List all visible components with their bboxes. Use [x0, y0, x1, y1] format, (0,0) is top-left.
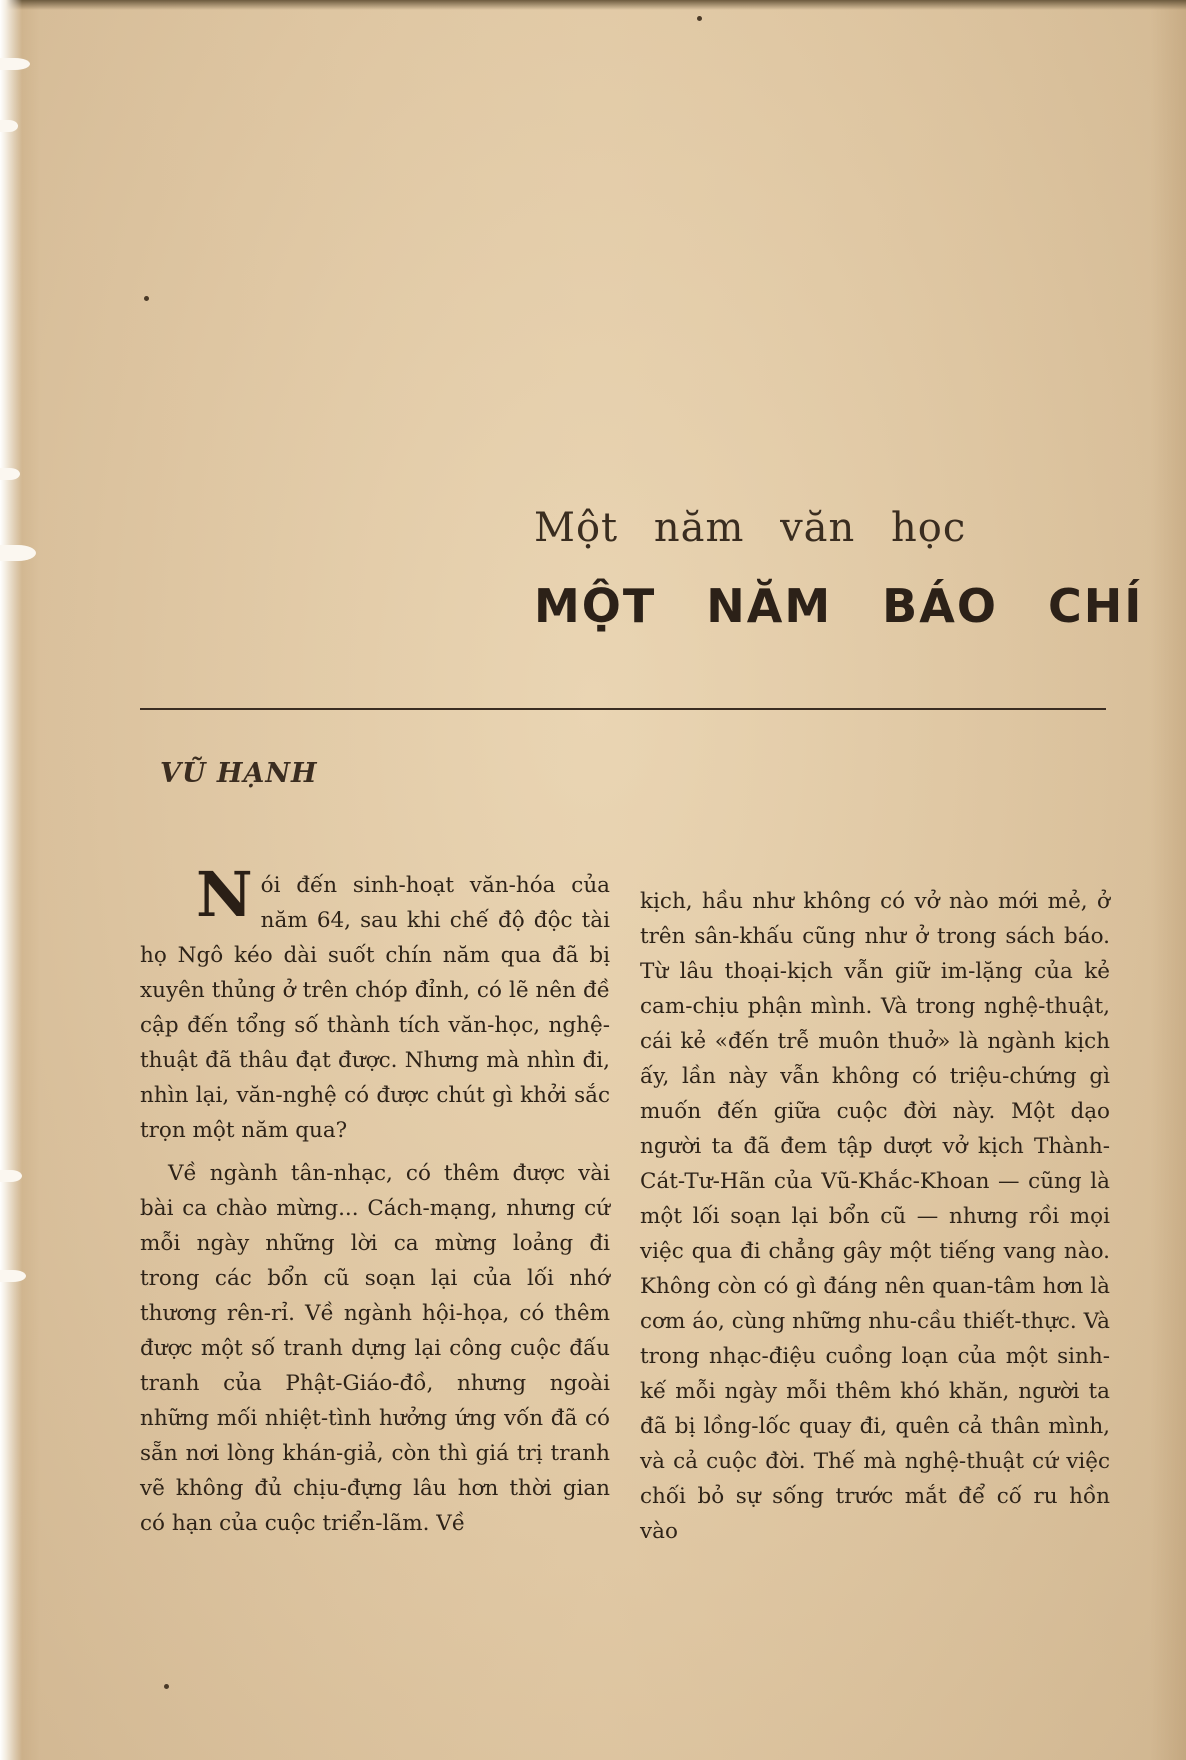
paper-tear-mark: [0, 545, 36, 561]
title-divider: [140, 708, 1106, 710]
paper-tear-mark: [0, 1270, 26, 1282]
text-column-right: [640, 884, 1110, 1549]
drop-cap: N: [196, 858, 253, 931]
paper-tear-mark: [0, 1170, 22, 1182]
paper-tear-mark: [0, 58, 30, 70]
ink-speck: [697, 16, 702, 21]
ink-speck: [164, 1684, 169, 1689]
title-line-1: Một năm văn học: [534, 505, 967, 551]
paragraph-text: ói đến sinh-hoạt văn-hóa của năm 64, sau khi chế độ độc tài họ Ngô kéo dài suốt chín năm qua đã bị xuyên thủng ở trên chóp đỉnh, có lẽ nên đề cập đến tổng số thành tích văn-học, nghệ-thuật đã thâu đạt được. Nhưng mà nhìn đi, nhìn lại, văn-nghệ có được chút gì khởi sắc trọn một năm qua?: [140, 873, 610, 1143]
paragraph: kịch, hầu như không có vở nào mới mẻ, ở trên sân-khấu cũng như ở trong sách báo. Từ lâu thoại-kịch vẫn giữ im-lặng của kẻ cam-chịu phận mình. Và trong nghệ-thuật, cái kẻ «đến trễ muôn thuở» là ngành kịch ấy, lần này vẫn không có triệu-chứng gì muốn đến giữa cuộc đời này. Một dạo người ta đã đem tập dượt vở kịch Thành-Cát-Tư-Hãn của Vũ-Khắc-Khoan — cũng là một lối soạn lại bổn cũ — nhưng rồi mọi việc qua đi chẳng gây một tiếng vang nào. Không còn có gì đáng nên quan-tâm hơn là cơm áo, cùng những nhu-cầu thiết-thực. Và trong nhạc-điệu cuồng loạn của một sinh-kế mỗi ngày mỗi thêm khó khăn, người ta đã bị lồng-lốc quay đi, quên cả thân mình, và cả cuộc đời. Thế mà nghệ-thuật cứ việc chối bỏ sự sống trước mắt để cố ru hồn vào: [640, 889, 1110, 1544]
author-name: VŨ HẠNH: [160, 758, 318, 789]
paragraph: Về ngành tân-nhạc, có thêm được vài bài ca chào mừng... Cách-mạng, nhưng cứ mỗi ngày những lời ca mừng loảng đi trong các bổn cũ soạn lại của lối nhớ thương rên-rỉ. Về ngành hội-họa, có thêm được một số tranh dựng lại công cuộc đấu tranh của Phật-Giáo-đồ, nhưng ngoài những mối nhiệt-tình hưởng ứng vốn đã có sẵn nơi lòng khán-giả, còn thì giá trị tranh vẽ không đủ chịu-đựng lâu hơn thời gian có hạn của cuộc triển-lãm. Về: [140, 1161, 610, 1536]
article-title: [534, 500, 1144, 634]
ink-speck: [144, 296, 149, 301]
paper-left-edge: [0, 0, 22, 1760]
paragraph: [140, 858, 610, 1148]
title-line-2: MỘT NĂM BÁO CHÍ: [534, 579, 1144, 633]
paper-tear-mark: [0, 120, 18, 132]
paper-tear-mark: [0, 468, 20, 480]
text-column-left: [140, 858, 610, 1541]
